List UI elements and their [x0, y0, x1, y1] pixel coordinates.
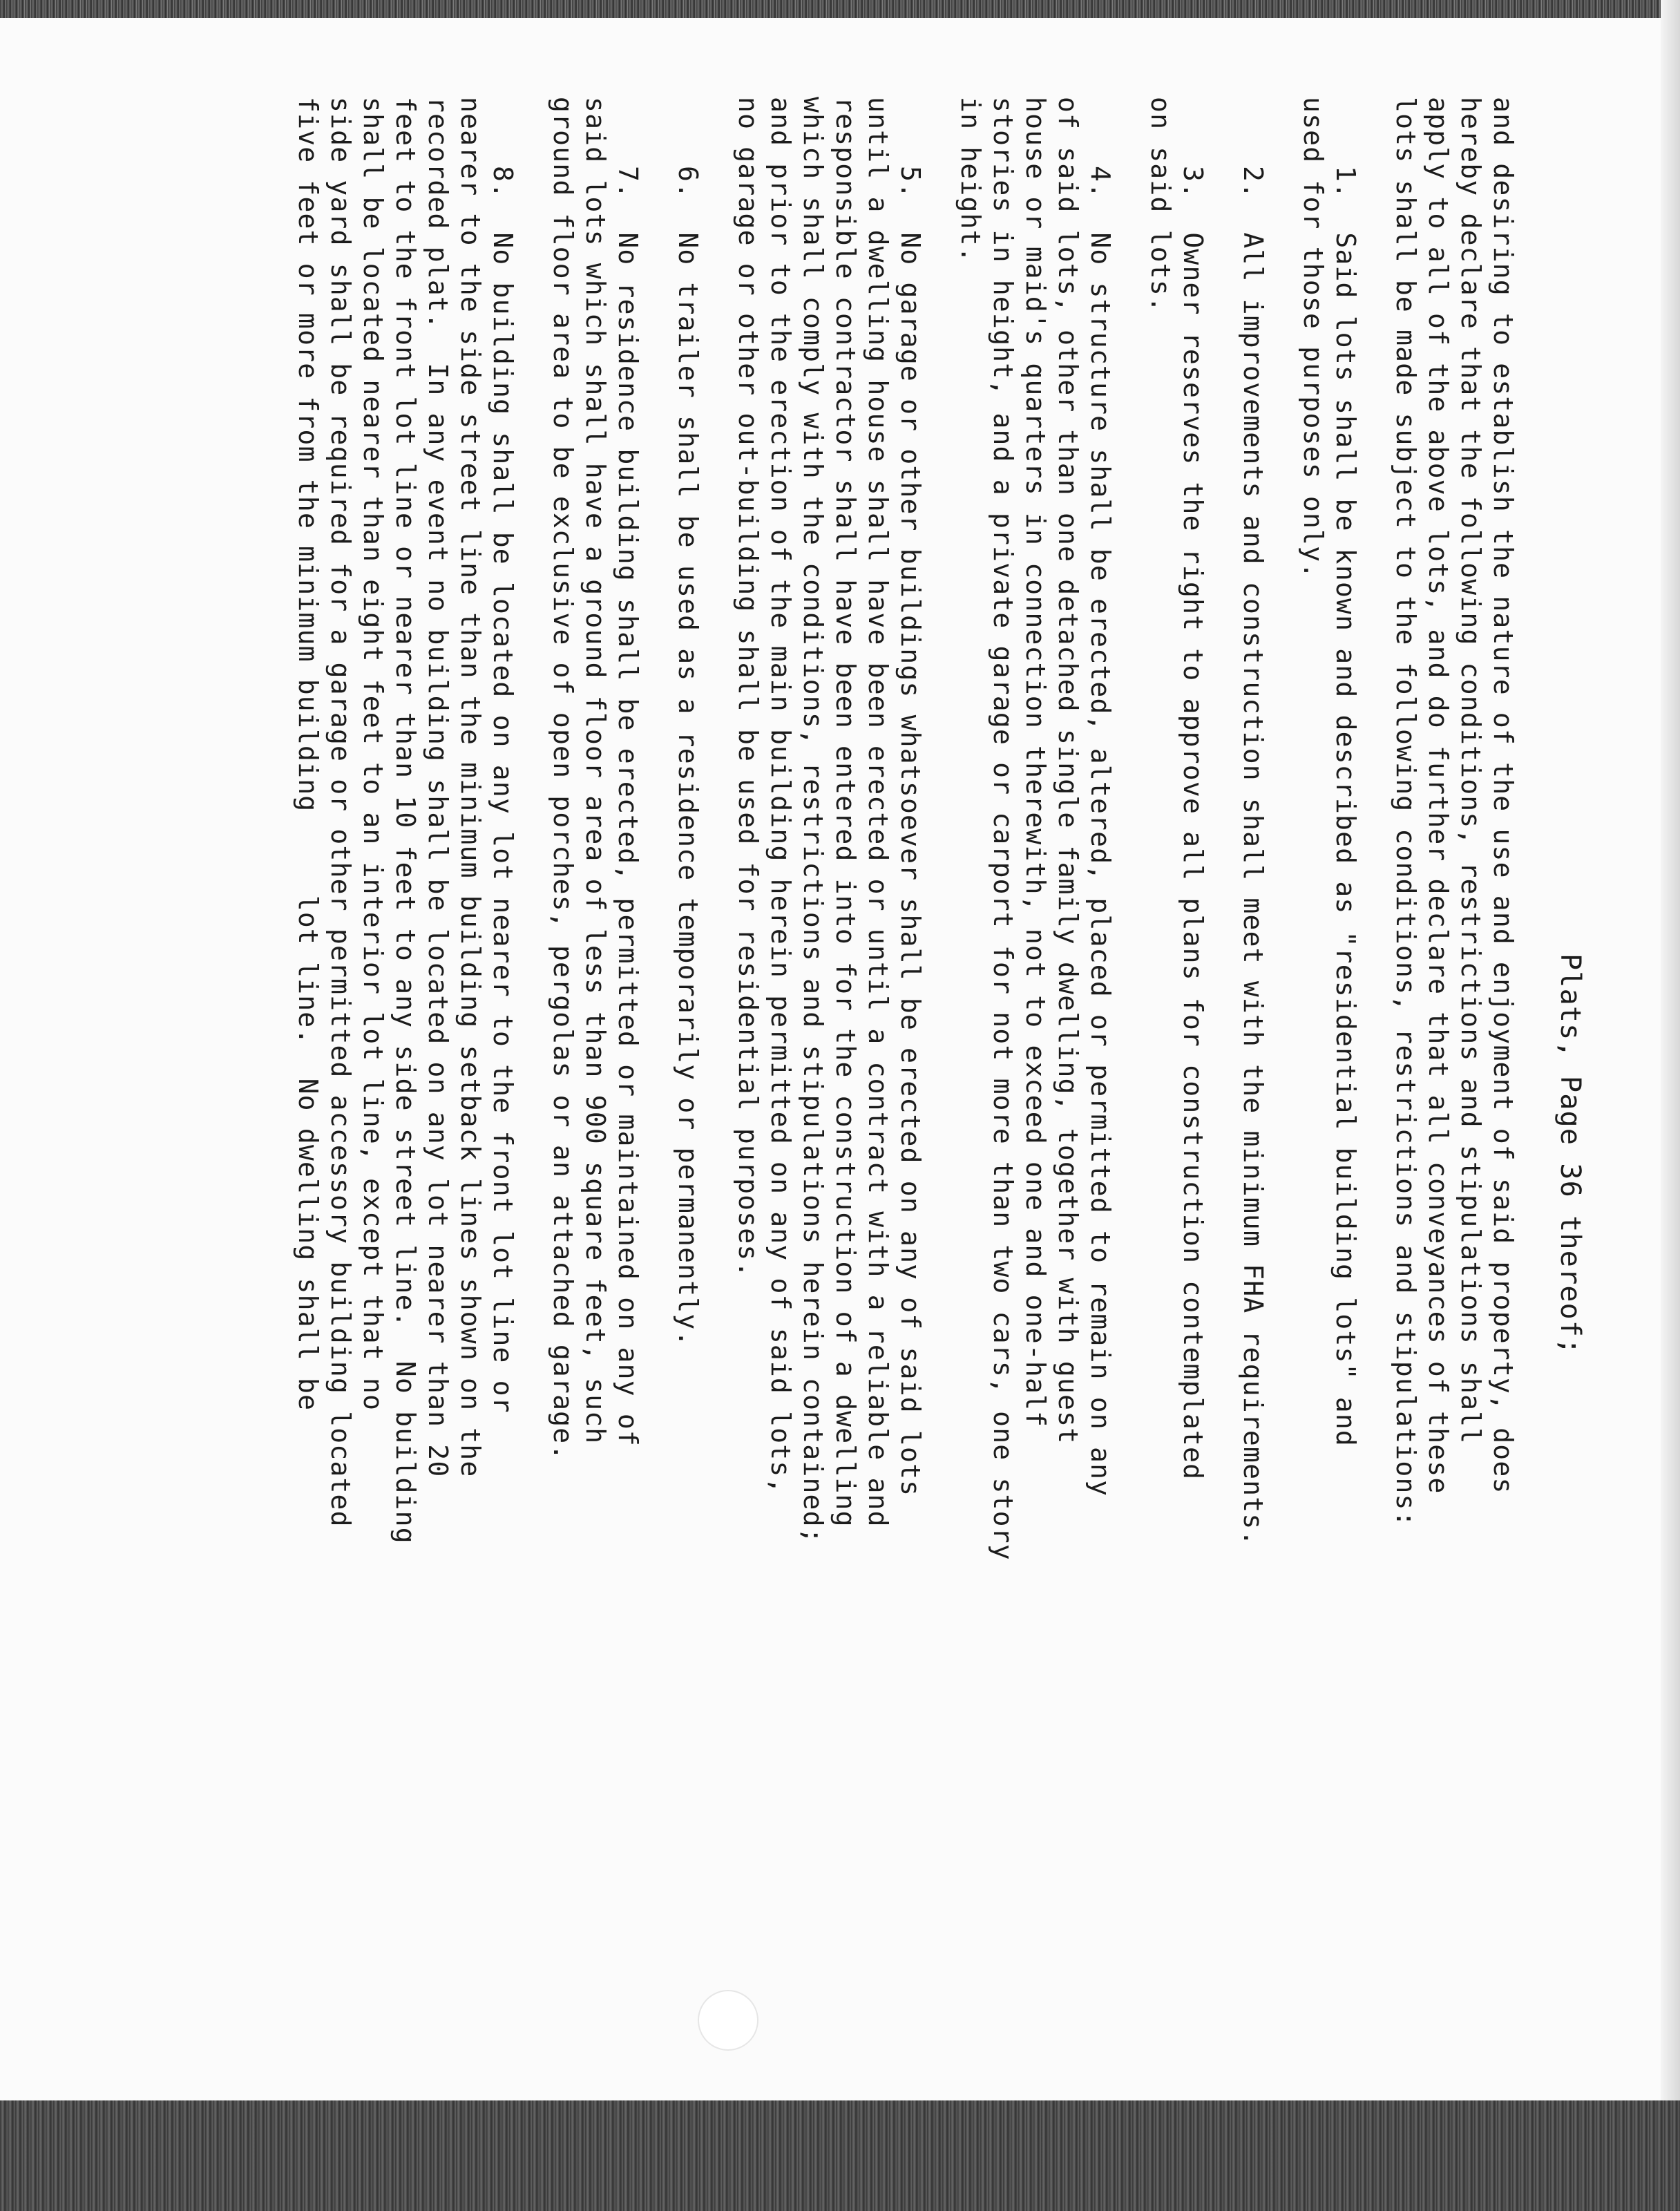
- clause-4-line: stories in height, and a private garage or carport for not more than two cars, one story: [988, 97, 1018, 1561]
- clause-5-line: 5. No garage or other buildings whatsoever shall be erected on any of said lots: [895, 166, 926, 1497]
- clause-7-line: said lots which shall have a ground floor area of less than 900 square feet, such: [580, 97, 611, 1445]
- clause-8-line: 8. No building shall be located on any lot nearer to the front lot line or: [488, 166, 518, 1414]
- clause-5-line: which shall comply with the conditions, restrictions and stipulations herein contained;: [798, 97, 828, 1544]
- clause-4-line: of said lots, other than one detached single family dwelling, together with guest: [1053, 97, 1083, 1445]
- clause-8-line: feet to the front lot line or nearer than 10 feet to any side street line. No building: [390, 97, 421, 1544]
- clause-4-line: house or maid's quarters in connection therewith, not to exceed one and one-half: [1020, 97, 1051, 1428]
- scan-edge-top: [0, 0, 1680, 18]
- clause-1-line: used for those purposes only.: [1298, 97, 1328, 580]
- clause-5-line: until a dwelling house shall have been erected or until a contract with a reliable and: [863, 97, 893, 1528]
- clause-8-line: side yard shall be required for a garage or other permitted accessory building located: [325, 97, 356, 1528]
- clause-4-line: in height.: [955, 97, 986, 263]
- clause-3-line: 3. Owner reserves the right to approve all plans for construction contemplated: [1178, 166, 1208, 1481]
- clause-7-line: 7. No residence building shall be erected, permitted or maintained on any of: [613, 166, 643, 1448]
- clause-6-line: 6. No trailer shall be used as a residence temporarily or permanently.: [673, 166, 703, 1347]
- document-heading: Plats, Page 36 thereof;: [1554, 953, 1586, 1356]
- intro-line: apply to all of the above lots, and do further declare that all conveyances of these: [1423, 97, 1453, 1494]
- clause-3-line: on said lots.: [1145, 97, 1176, 314]
- clause-5-line: no garage or other out-building shall be used for residential purposes.: [733, 97, 763, 1278]
- clause-8-line: nearer to the side street line than the minimum building setback lines shown on the: [455, 97, 486, 1478]
- clause-8-line: shall be located nearer than eight feet to an interior lot line, except that no: [358, 97, 388, 1412]
- clause-5-line: and prior to the erection of the main building herein permitted on any of said lots,: [765, 97, 796, 1494]
- scan-edge-bottom: [0, 2100, 1680, 2211]
- intro-line: lots shall be made subject to the following conditions, restrictions and stipulations:: [1391, 97, 1421, 1528]
- clause-7-line: ground floor area to be exclusive of open porches, pergolas or an attached garage.: [548, 97, 578, 1461]
- clause-1-line: 1. Said lots shall be known and described as "residential building lots" and: [1330, 166, 1361, 1448]
- clause-2-line: 2. All improvements and construction shall meet with the minimum FHA requirements.: [1238, 166, 1268, 1547]
- intro-line: and desiring to establish the nature of the use and enjoyment of said property, does: [1488, 97, 1518, 1494]
- clause-8-line: five feet or more from the minimum building lot line. No dwelling shall be: [293, 97, 323, 1412]
- intro-line: hereby declare that the following conditions, restrictions and stipulations shall: [1455, 97, 1486, 1445]
- clause-5-line: responsible contractor shall have been entered into for the construction of a dwelling: [830, 97, 861, 1528]
- clause-4-line: 4. No structure shall be erected, altered, placed or permitted to remain on any: [1085, 166, 1116, 1497]
- document-text: [94, 76, 1586, 2052]
- clause-8-line: recorded plat. In any event no building shall be located on any lot nearer than 20: [423, 97, 453, 1478]
- scan-edge-right: [1661, 0, 1680, 2100]
